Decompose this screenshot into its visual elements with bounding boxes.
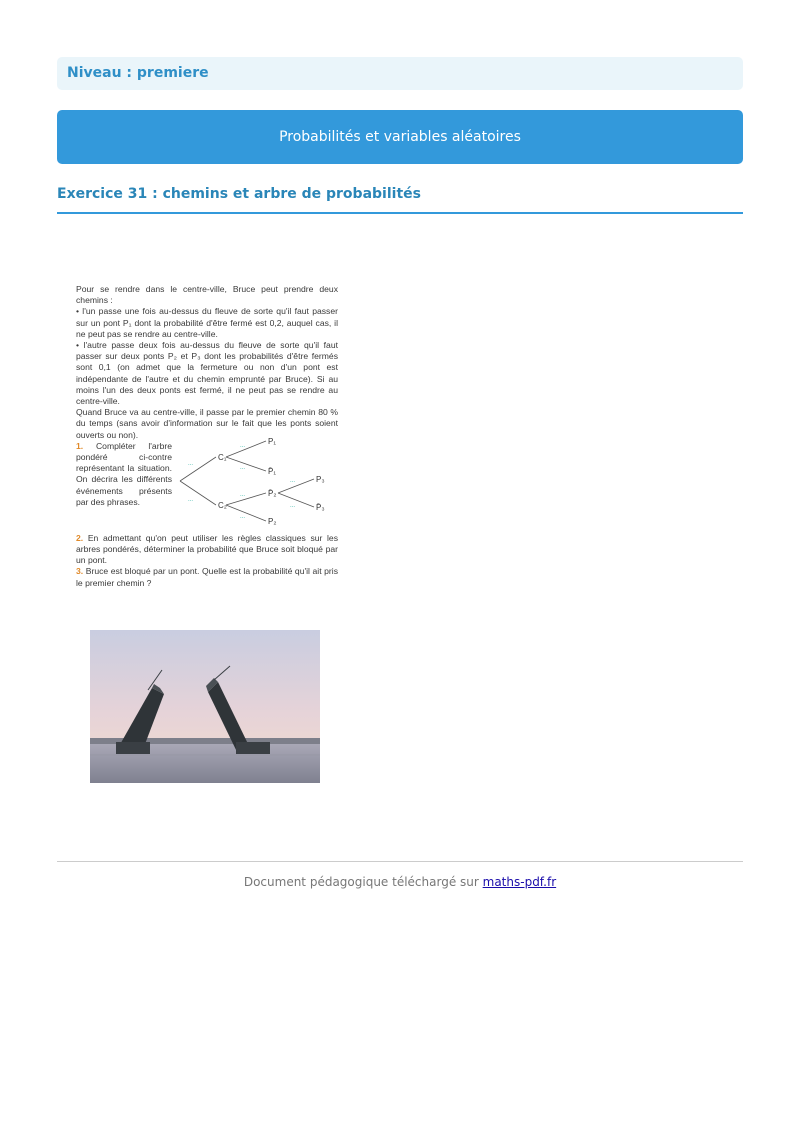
- exercise-title-underline: [57, 212, 743, 214]
- tree-node-p3bar: P̄₃: [316, 502, 325, 512]
- question-3-text: Bruce est bloqué par un pont. Quelle est la probabilité qu'il ait pris le premier chemin ?: [76, 566, 338, 588]
- exercise-bullet-1: • l'un passe une fois au-dessus du fleuve de sorte qu'il faut passer sur un pont P₁ dont la probabilité d'être fermé est 0,2, auquel cas, il ne peut pas se rendre au centre-ville.: [76, 306, 338, 339]
- question-1-text: Compléter l'arbre pondéré ci-contre représentant la situation. On décrira les différents événements présents par des phrases.: [76, 440, 172, 507]
- footer-link[interactable]: maths-pdf.fr: [482, 875, 557, 889]
- exercise-title: Exercice 31 : chemins et arbre de probabilités: [57, 186, 421, 202]
- tree-node-p2: P₂: [268, 516, 277, 526]
- tree-weight-c1: ...: [188, 460, 194, 467]
- tree-weight-p2: ...: [240, 491, 246, 498]
- question-3-number: 3.: [76, 566, 84, 577]
- tree-weight-p2bar: ...: [240, 513, 246, 520]
- chapter-banner: [57, 110, 743, 164]
- question-1: [76, 441, 172, 508]
- tree-node-c2: C₂: [218, 500, 227, 510]
- question-2-text: En admettant qu'on peut utiliser les règles classiques sur les arbres pondérés, déterminer la probabilité que Bruce soit bloqué par un pont.: [76, 532, 338, 566]
- tree-weight-p3: ...: [290, 477, 296, 484]
- exercise-intro: Pour se rendre dans le centre-ville, Bruce peut prendre deux chemins :: [76, 284, 338, 306]
- tree-weight-p1: ...: [240, 442, 246, 449]
- exercise-scan: [76, 284, 338, 589]
- level-label: Niveau : premiere: [67, 65, 209, 81]
- footer-text: Document pédagogique téléchargé sur: [243, 875, 483, 889]
- level-box: [57, 57, 743, 90]
- question-1-block: [76, 436, 338, 533]
- exercise-bullet-2: • l'autre passe deux fois au-dessus du fleuve de sorte qu'il faut passer sur deux ponts P₂ et P₃ dont les probabilités d'être fermés sont 0,1 (on admet que la fermeture ou non d'un pont est indépendante de l'autre et du chemin emprunté par Bruce). Si au moins l'un des deux ponts est fermé, il ne peut pas se rendre au centre-ville.: [76, 340, 338, 407]
- footer: [57, 875, 743, 889]
- tree-node-p2bar: P̄₂: [268, 488, 277, 498]
- chapter-title: Probabilités et variables aléatoires: [279, 129, 521, 145]
- question-1-number: 1.: [76, 440, 84, 451]
- question-2: [76, 533, 338, 567]
- tree-weight-c2: ...: [188, 496, 194, 503]
- tree-node-p3: P₃: [316, 474, 325, 484]
- tree-node-p1: P₁: [268, 436, 277, 446]
- tree-weight-p1bar: ...: [240, 464, 246, 471]
- bascule-bridge-photo: [90, 630, 320, 783]
- footer-divider: [57, 861, 743, 862]
- tree-node-c1: C₁: [218, 452, 227, 462]
- exercise-context: Quand Bruce va au centre-ville, il passe par le premier chemin 80 % du temps (sans avoir d'information sur le fait que les ponts soient ouverts ou non).: [76, 407, 338, 440]
- tree-node-p1bar: P̄₁: [268, 466, 277, 476]
- probability-tree: [168, 437, 338, 533]
- tree-weight-p3bar: ...: [290, 502, 296, 509]
- question-2-number: 2.: [76, 532, 84, 543]
- question-3: [76, 566, 338, 588]
